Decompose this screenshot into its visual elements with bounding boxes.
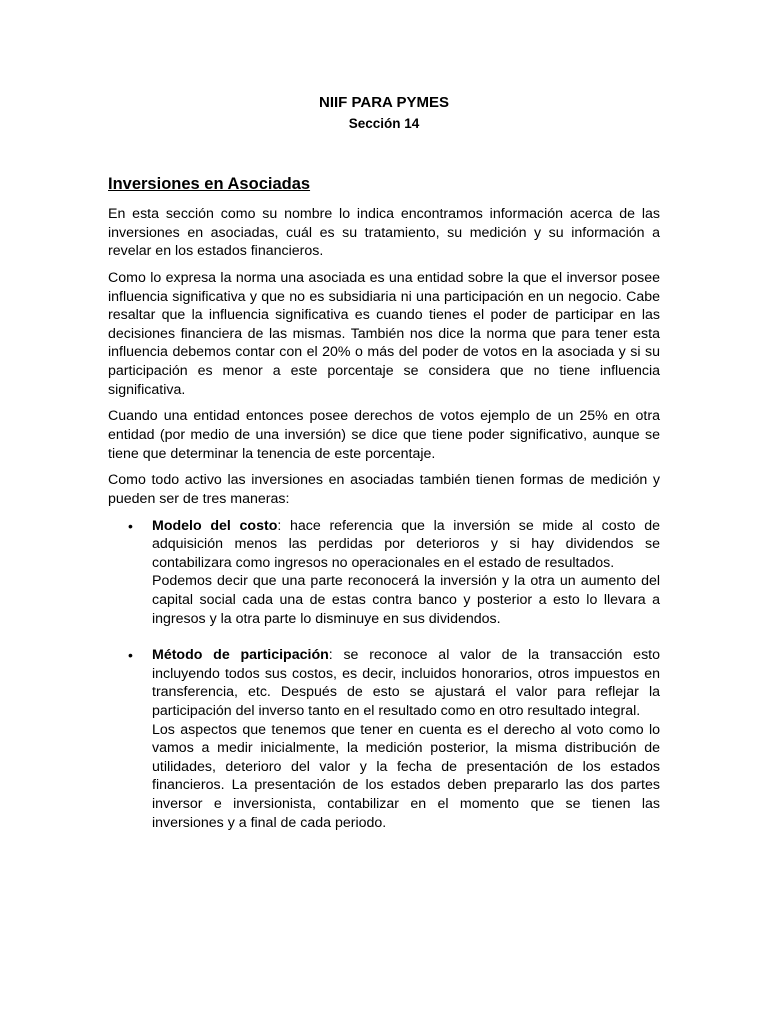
paragraph-intro: En esta sección como su nombre lo indica encontramos información acerca de las inversiones en asociadas, cuál es su tratamiento, su medición y su información a revelar en los estados financieros. <box>108 206 660 260</box>
list-item-cost-model <box>108 517 660 629</box>
list-item-term: Método de participación <box>152 647 329 664</box>
list-item-main-text <box>152 517 660 573</box>
measurement-methods-list <box>108 517 660 833</box>
list-item-equity-method <box>108 646 660 832</box>
document-body <box>108 205 660 832</box>
list-item-description: : hace referencia que la inversión se mide al costo de adquisición menos las perdidas por deterioros y si hay dividendos se contabilizara como ingresos no operacionales en el estado de resultados. <box>152 517 660 571</box>
document-subtitle: Sección 14 <box>348 116 420 131</box>
paragraph-voting-rights: Cuando una entidad entonces posee derechos de votos ejemplo de un 25% en otra entidad (por medio de una inversión) se dice que tiene poder significativo, aunque se tiene que determinar la tenencia de este porcentaje. <box>108 408 660 462</box>
list-item-description: : se reconoce al valor de la transacción esto incluyendo todos sus costos, es decir, incluidos honorarios, otros impuestos en transferencia, etc. Después de esto se ajustará el valor para reflejar la participación del inverso tanto en el resultado como en otro resultado integral. <box>152 647 661 719</box>
section-heading: Inversiones en Asociadas <box>108 175 311 193</box>
list-item-continuation: Podemos decir que una parte reconocerá la inversión y la otra un aumento del capital social cada una de estas contra banco y posterior a esto lo llevara a ingresos y la otra parte lo disminuye en sus dividendos. <box>152 573 660 627</box>
list-item-main-text <box>152 646 660 720</box>
bullet-icon: • <box>128 517 133 534</box>
paragraph-measurement: Como todo activo las inversiones en asociadas también tienen formas de medición y pueden ser de tres maneras: <box>108 472 660 507</box>
bullet-icon: • <box>128 647 133 664</box>
list-item-term: Modelo del costo <box>152 517 278 534</box>
paragraph-definition: Como lo expresa la norma una asociada es una entidad sobre la que el inversor posee influencia significativa y que no es subsidiaria ni una participación en un negocio. Cabe resaltar que la influencia significativa es cuando tienes el poder de participar en las decisiones financiera de las mismas. También nos dice la norma que para tener esta influencia debemos contar con el 20% o más del poder de votos en la asociada y si su participación es menor a este porcentaje se considera que no tiene influencia significativa. <box>108 269 660 398</box>
document-title: NIIF PARA PYMES <box>318 94 449 111</box>
list-item-continuation: Los aspectos que tenemos que tener en cuenta es el derecho al voto como lo vamos a medir inicialmente, la medición posterior, la misma distribución de utilidades, deterioro del valor y la fecha de presentación de los estados financieros. La presentación de los estados deben prepararlo las dos partes inversor e inversionista, contabilizar en el momento que se tienen las inversiones y a final de cada periodo. <box>152 721 660 831</box>
